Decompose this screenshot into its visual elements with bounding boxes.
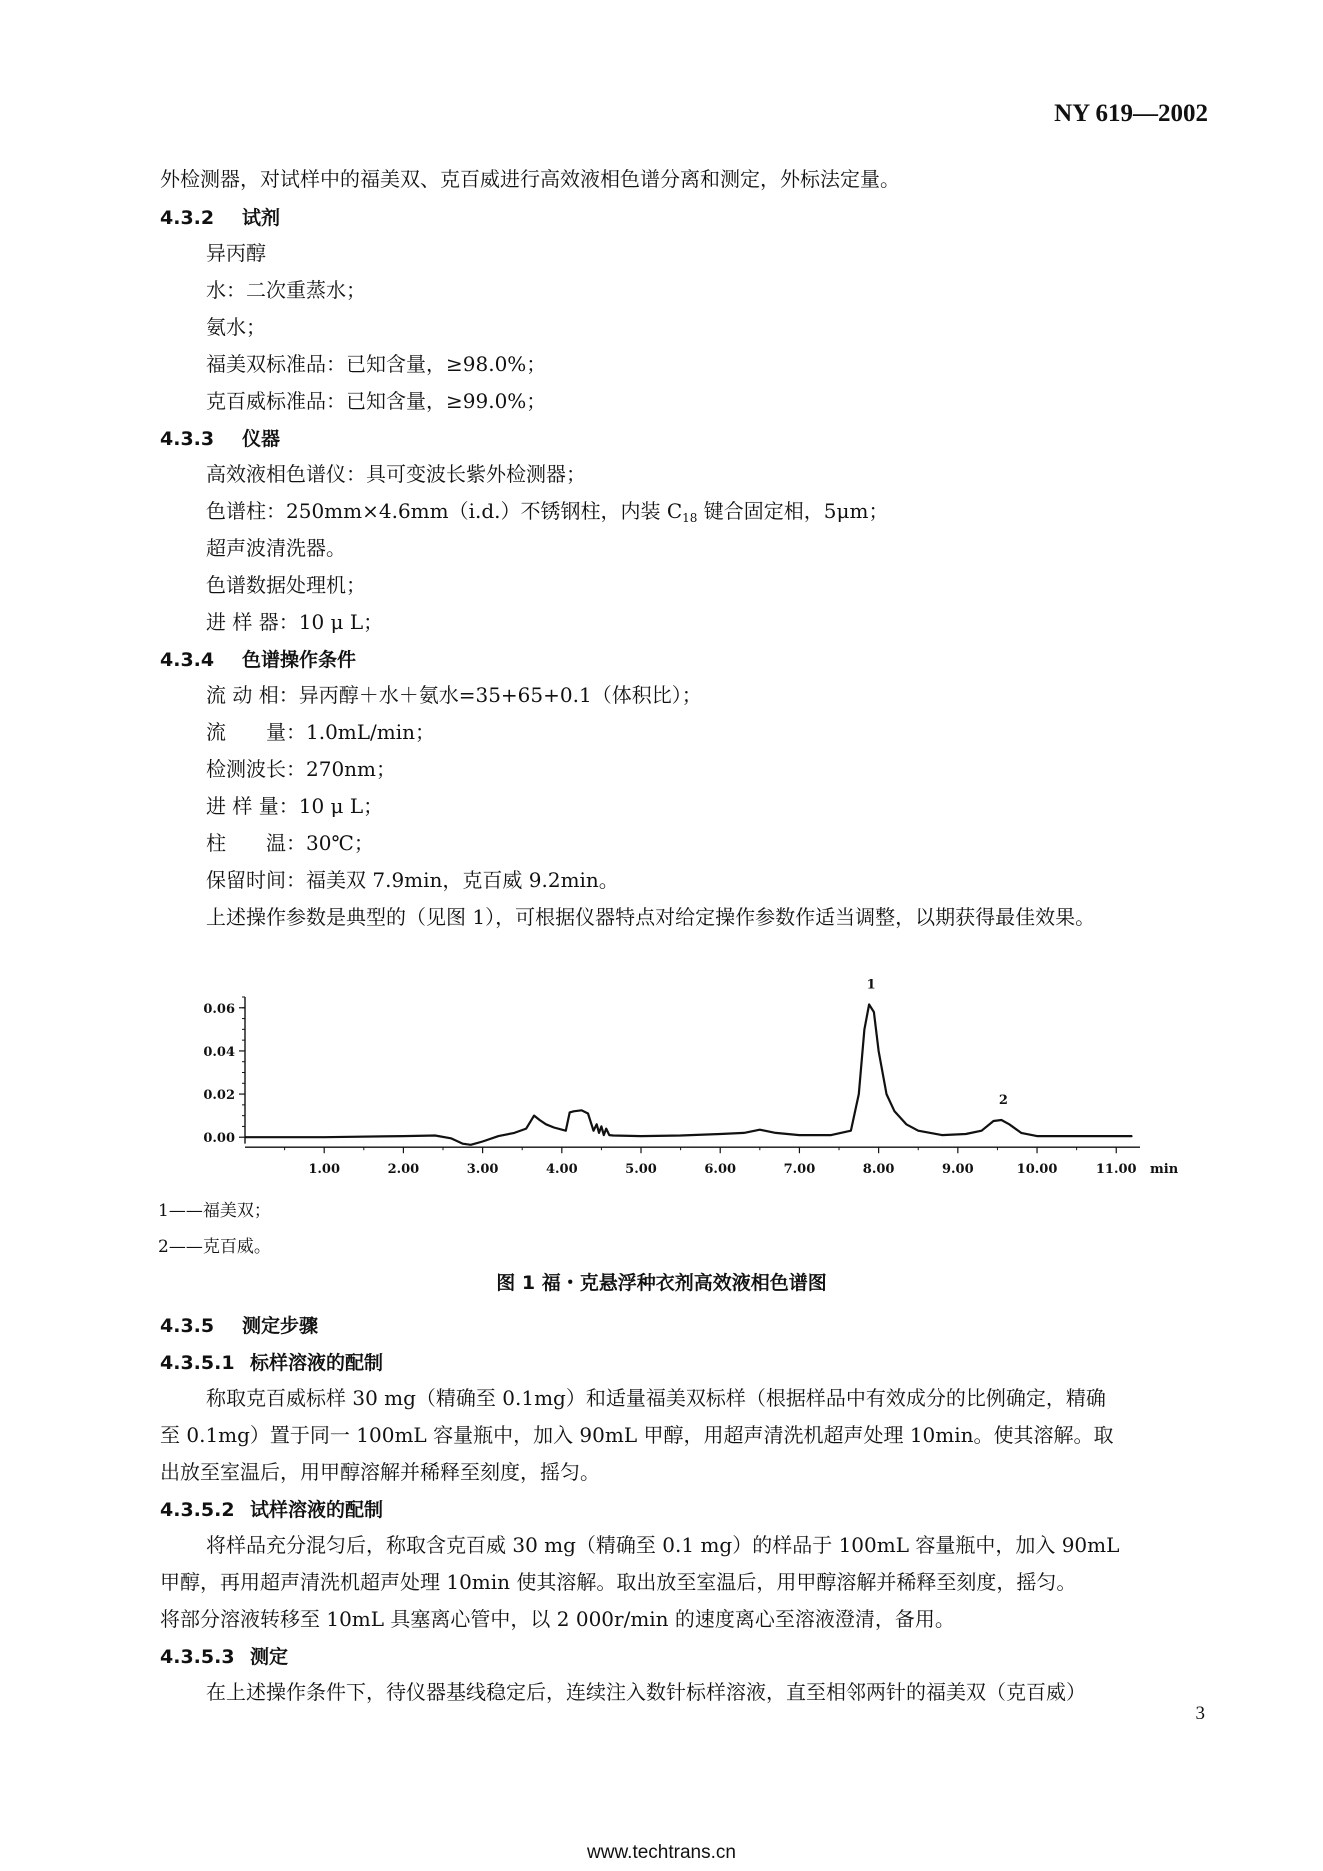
x-tick-label: 1.00 bbox=[308, 1162, 341, 1178]
data-point bbox=[603, 1135, 604, 1136]
paragraph-line: 出放至室温后，用甲醇溶解并稀释至刻度，摇匀。 bbox=[160, 1460, 600, 1484]
column-subscript: 18 bbox=[682, 511, 698, 525]
chart-labels bbox=[867, 978, 1008, 1108]
data-point bbox=[593, 1130, 594, 1131]
reagent-item: 克百威标准品：已知含量，≥99.0%； bbox=[206, 389, 547, 413]
data-point bbox=[743, 1132, 744, 1133]
x-tick-label: 2.00 bbox=[387, 1162, 420, 1178]
data-point bbox=[918, 1130, 919, 1131]
data-point bbox=[894, 1111, 895, 1112]
data-point bbox=[573, 1111, 574, 1112]
chart-axes bbox=[203, 997, 1178, 1177]
data-point bbox=[606, 1128, 607, 1129]
data-point bbox=[596, 1124, 597, 1125]
data-point bbox=[759, 1129, 760, 1130]
paragraph-line: 甲醇，再用超声清洗机超声处理 10min 使其溶解。取出放至室温后，用甲醇溶解并稀释至刻度，摇匀。 bbox=[160, 1570, 1077, 1594]
data-point bbox=[858, 1094, 859, 1095]
x-tick-label: 7.00 bbox=[783, 1162, 816, 1178]
condition-item: 柱 温：30℃； bbox=[206, 831, 374, 855]
x-tick-label: 11.00 bbox=[1095, 1162, 1137, 1178]
x-tick-label: 3.00 bbox=[466, 1162, 499, 1178]
legend-item-2: 2——克百威。 bbox=[158, 1237, 271, 1257]
peak-label: 2 bbox=[998, 1092, 1008, 1108]
page-number: 3 bbox=[1195, 1703, 1205, 1724]
condition-item: 进 样 量：10 μ L； bbox=[206, 794, 384, 818]
intro-line: 外检测器，对试样中的福美双、克百威进行高效液相色谱分离和测定，外标法定量。 bbox=[160, 167, 900, 191]
reagent-item: 福美双标准品：已知含量，≥98.0%； bbox=[206, 352, 547, 376]
x-axis-label: min bbox=[1150, 1162, 1179, 1178]
section-4-3-5-2-heading bbox=[160, 1495, 383, 1522]
data-point bbox=[435, 1135, 436, 1136]
data-point bbox=[609, 1135, 610, 1136]
data-point bbox=[993, 1120, 994, 1121]
paragraph-line: 将部分溶液转移至 10mL 具塞离心管中，以 2 000r/min 的速度离心至溶液澄清，备用。 bbox=[160, 1607, 955, 1631]
data-point bbox=[775, 1132, 776, 1133]
reagent-item: 水：二次重蒸水； bbox=[206, 278, 366, 302]
x-tick-label: 10.00 bbox=[1016, 1162, 1058, 1178]
condition-item: 流 量：1.0mL/min； bbox=[206, 720, 436, 744]
section-4-3-5-heading bbox=[160, 1311, 318, 1338]
data-point bbox=[850, 1130, 851, 1131]
data-point bbox=[534, 1115, 535, 1116]
data-point bbox=[565, 1130, 566, 1131]
section-title: 测定步骤 bbox=[242, 1315, 319, 1337]
x-tick-label: 6.00 bbox=[704, 1162, 737, 1178]
data-point bbox=[873, 1012, 874, 1013]
data-point bbox=[581, 1110, 582, 1111]
y-tick-label: 0.04 bbox=[203, 1044, 235, 1060]
data-point bbox=[1009, 1124, 1010, 1125]
data-point bbox=[324, 1137, 325, 1138]
section-title: 仪器 bbox=[242, 428, 281, 450]
data-point bbox=[720, 1133, 721, 1134]
data-point bbox=[526, 1128, 527, 1129]
section-title: 试样溶液的配制 bbox=[250, 1499, 384, 1521]
data-point bbox=[1001, 1119, 1002, 1120]
column-text: 色谱柱：250mm×4.6mm（i.d.）不锈钢柱，内装 C bbox=[206, 499, 683, 523]
paragraph-line: 称取克百威标样 30 mg（精确至 0.1mg）和适量福美双标样（根据样品中有效成分的比例确定，精确 bbox=[206, 1386, 1106, 1410]
data-point bbox=[244, 1137, 245, 1138]
data-point bbox=[941, 1135, 942, 1136]
data-point bbox=[539, 1119, 540, 1120]
section-number: 4.3.5.3 bbox=[160, 1646, 235, 1668]
y-tick-label: 0.00 bbox=[203, 1131, 235, 1147]
y-tick-label: 0.06 bbox=[203, 1001, 235, 1017]
x-tick-label: 5.00 bbox=[625, 1162, 657, 1178]
figure-caption: 图 1 福・克悬浮种衣剂高效液相色谱图 bbox=[496, 1272, 827, 1294]
document-number: NY 619—2002 bbox=[1054, 100, 1208, 127]
legend-item-1: 1——福美双； bbox=[158, 1201, 271, 1221]
section-4-3-5-1-heading bbox=[160, 1348, 383, 1375]
data-point bbox=[906, 1124, 907, 1125]
x-tick-label: 9.00 bbox=[941, 1162, 974, 1178]
column-text-end: 键合固定相，5μm； bbox=[697, 499, 889, 523]
section-title: 测定 bbox=[250, 1646, 289, 1668]
reagent-item: 氨水； bbox=[206, 315, 266, 339]
data-point bbox=[613, 1135, 614, 1136]
section-number: 4.3.3 bbox=[160, 428, 215, 450]
data-point bbox=[498, 1136, 499, 1137]
section-number: 4.3.5 bbox=[160, 1315, 215, 1337]
data-point bbox=[1021, 1132, 1022, 1133]
y-tick-label: 0.02 bbox=[203, 1088, 235, 1104]
data-point bbox=[864, 1029, 865, 1030]
section-number: 4.3.5.2 bbox=[160, 1499, 235, 1521]
data-point bbox=[886, 1094, 887, 1095]
paragraph-line: 将样品充分混匀后，称取含克百威 30 mg（精确至 0.1 mg）的样品于 100mL 容量瓶中，加入 90mL bbox=[206, 1533, 1120, 1557]
condition-item: 保留时间：福美双 7.9min，克百威 9.2min。 bbox=[206, 868, 619, 892]
data-point bbox=[1076, 1136, 1077, 1137]
reagent-item: 异丙醇 bbox=[206, 241, 266, 265]
data-point bbox=[553, 1127, 554, 1128]
condition-note: 上述操作参数是典型的（见图 1），可根据仪器特点对给定操作参数作适当调整，以期获得最佳效果。 bbox=[206, 905, 1096, 929]
x-tick-label: 8.00 bbox=[862, 1162, 895, 1178]
paragraph-line: 至 0.1mg）置于同一 100mL 容量瓶中，加入 90mL 甲醇，用超声清洗机超声处理 10min。使其溶解。取 bbox=[160, 1423, 1114, 1447]
section-title: 试剂 bbox=[242, 207, 281, 229]
chromatogram-line bbox=[245, 1005, 1132, 1145]
section-number: 4.3.5.1 bbox=[160, 1352, 235, 1374]
data-point bbox=[680, 1135, 681, 1136]
data-point bbox=[831, 1135, 832, 1136]
data-point bbox=[545, 1124, 546, 1125]
data-point bbox=[981, 1130, 982, 1131]
data-point bbox=[514, 1132, 515, 1133]
peak-label: 1 bbox=[866, 977, 876, 993]
data-point bbox=[799, 1135, 800, 1136]
data-point bbox=[470, 1144, 471, 1145]
instrument-item: 色谱数据处理机； bbox=[206, 573, 366, 597]
data-point bbox=[598, 1132, 599, 1133]
instrument-item: 超声波清洗器。 bbox=[206, 536, 346, 560]
condition-item: 流 动 相：异丙醇＋水＋氨水=35+65+0.1（体积比）； bbox=[206, 683, 702, 707]
data-point bbox=[640, 1136, 641, 1137]
instrument-item: 进 样 器：10 μ L； bbox=[206, 610, 384, 634]
paragraph-line: 在上述操作条件下，待仪器基线稳定后，连续注入数针标样溶液，直至相邻两针的福美双（克百威） bbox=[206, 1680, 1086, 1704]
section-number: 4.3.4 bbox=[160, 649, 215, 671]
data-point bbox=[462, 1143, 463, 1144]
section-title: 色谱操作条件 bbox=[242, 649, 357, 671]
section-number: 4.3.2 bbox=[160, 207, 215, 229]
data-point bbox=[587, 1113, 588, 1114]
data-point bbox=[569, 1112, 570, 1113]
data-point bbox=[450, 1138, 451, 1139]
x-tick-label: 4.00 bbox=[545, 1162, 578, 1178]
data-point bbox=[403, 1136, 404, 1137]
section-4-3-5-3-heading bbox=[160, 1642, 288, 1669]
data-point bbox=[1132, 1136, 1133, 1137]
data-point bbox=[1036, 1136, 1037, 1137]
data-point bbox=[869, 1004, 870, 1005]
data-point bbox=[878, 1050, 879, 1051]
instrument-item: 高效液相色谱仪：具可变波长紫外检测器； bbox=[206, 462, 586, 486]
footer-url: www.techtrans.cn bbox=[587, 1842, 736, 1863]
data-point bbox=[601, 1126, 602, 1127]
data-point bbox=[965, 1133, 966, 1134]
chart-series bbox=[244, 1004, 1132, 1146]
section-title: 标样溶液的配制 bbox=[250, 1352, 384, 1374]
condition-item: 检测波长：270nm； bbox=[206, 757, 397, 781]
data-point bbox=[482, 1141, 483, 1142]
